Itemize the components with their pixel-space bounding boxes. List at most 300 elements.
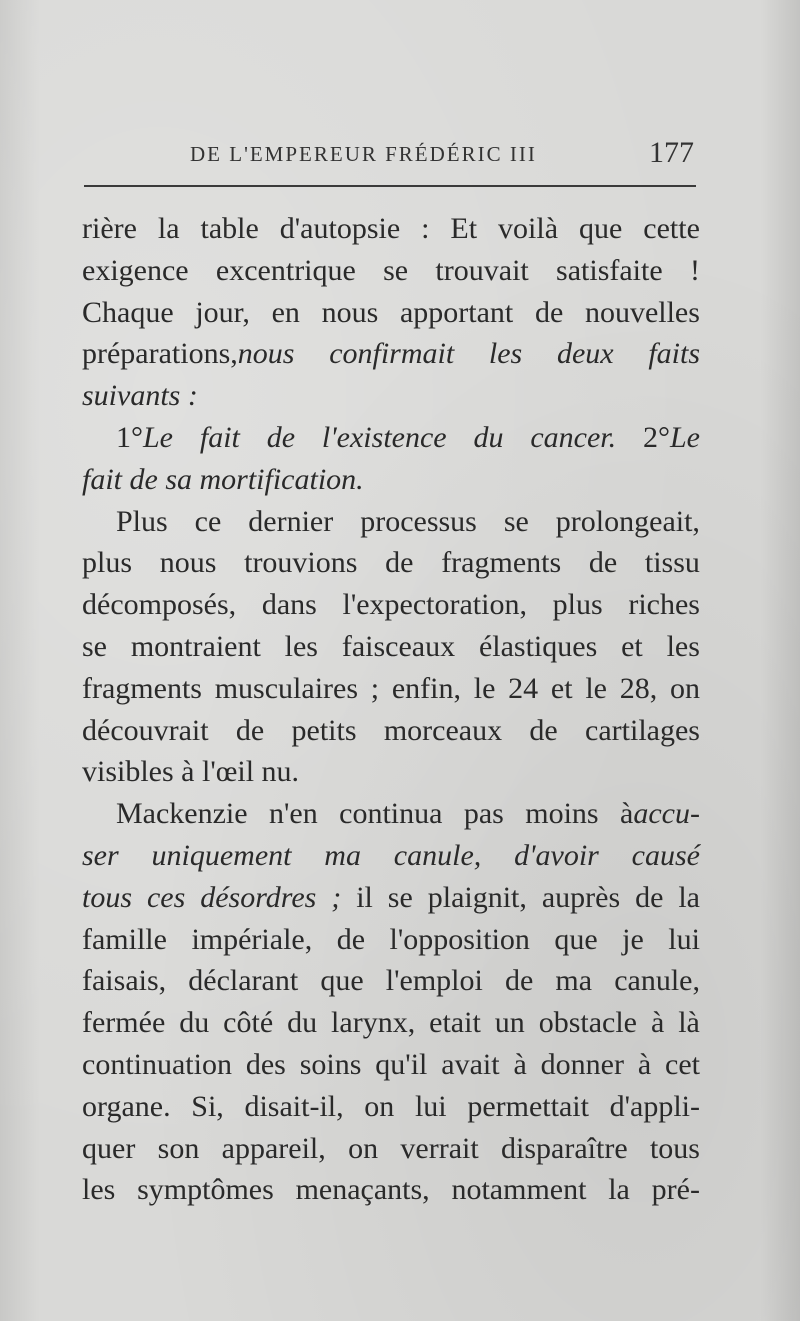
roman-run: fermée [82, 1006, 166, 1040]
word [589, 542, 617, 584]
italic-run: fait de sa mortification. [82, 462, 364, 496]
word [628, 584, 700, 626]
word [386, 960, 483, 1002]
text-line [82, 1128, 700, 1170]
roman-run: tissu [644, 546, 700, 580]
italic-run: ser [82, 838, 119, 872]
italic-run: suivants : [82, 379, 198, 413]
word [389, 919, 529, 961]
roman-run: cet [665, 1047, 700, 1081]
roman-run: Plus [116, 504, 168, 538]
roman-run: se [82, 629, 107, 663]
roman-run: faisais, [82, 964, 167, 998]
word [348, 1128, 378, 1170]
roman-run: quer [82, 1131, 136, 1165]
roman-run: disparaître [501, 1131, 628, 1165]
word [191, 919, 312, 961]
roman-run: cartilages [585, 713, 700, 747]
word [441, 542, 561, 584]
word [556, 501, 700, 543]
running-head [190, 136, 700, 176]
roman-run: on [364, 1089, 395, 1123]
word [160, 542, 217, 584]
roman-run: et [621, 629, 643, 663]
word [632, 835, 700, 877]
word [652, 1169, 700, 1211]
text-line [82, 542, 700, 584]
roman-run: se [387, 880, 413, 914]
roman-run: plus [82, 546, 133, 580]
word [82, 877, 132, 919]
roman-run: enfin, [391, 671, 461, 705]
word [339, 793, 442, 835]
word [400, 1128, 478, 1170]
word [322, 417, 447, 459]
roman-run: à [513, 1047, 527, 1081]
text-line [82, 1086, 700, 1128]
word [267, 417, 295, 459]
word [643, 417, 700, 459]
word [505, 960, 533, 1002]
roman-run: nouvelles [584, 295, 700, 329]
word [82, 960, 166, 1002]
word [670, 668, 700, 710]
roman-run: et [550, 671, 573, 705]
word [473, 417, 503, 459]
word [621, 626, 643, 668]
word [554, 919, 597, 961]
word [542, 877, 620, 919]
word [479, 626, 597, 668]
roman-run: de [385, 546, 414, 580]
word [272, 292, 300, 334]
word [82, 292, 174, 334]
text-line [82, 375, 700, 417]
roman-run: canule, [614, 964, 700, 998]
word [513, 1044, 526, 1086]
word [400, 292, 513, 334]
word [158, 1128, 200, 1170]
roman-run: continuation [82, 1047, 232, 1081]
italic-run: tous [82, 880, 133, 914]
word [388, 877, 413, 919]
text-line [82, 1002, 700, 1044]
word [508, 668, 538, 710]
roman-run: processus [360, 504, 477, 538]
roman-run: visibles à l'œil nu. [82, 755, 300, 789]
word [82, 1044, 232, 1086]
word [467, 1086, 589, 1128]
word [383, 250, 408, 292]
word [200, 877, 316, 919]
roman-run: en [271, 295, 300, 329]
roman-run: de [504, 964, 534, 998]
roman-run: nous [321, 295, 379, 329]
word [668, 919, 700, 961]
word [82, 626, 107, 668]
italic-run: ces [146, 880, 186, 914]
roman-run: de [588, 546, 618, 580]
word [82, 710, 209, 752]
roman-run: montraient [130, 629, 261, 663]
italic-run: accu- [633, 797, 700, 831]
text-line [82, 292, 700, 334]
text-line [82, 919, 700, 961]
roman-run: Si, [191, 1089, 224, 1123]
italic-run: l'existence [321, 420, 447, 454]
roman-run: du [179, 1006, 210, 1040]
roman-run: trouvait [435, 253, 529, 287]
roman-run: petits [291, 713, 357, 747]
roman-run: rière [82, 212, 137, 245]
word [514, 835, 599, 877]
roman-run: impériale, [191, 922, 313, 956]
roman-run: côté [223, 1006, 274, 1040]
roman-run: continua [339, 797, 443, 831]
roman-run: les [666, 629, 700, 663]
roman-run: ce [194, 504, 222, 538]
roman-run: on [348, 1131, 379, 1165]
word [147, 877, 185, 919]
word [585, 710, 700, 752]
word [665, 1044, 700, 1086]
roman-run: d'autopsie [279, 212, 401, 245]
text-line [82, 501, 700, 543]
roman-run: se [503, 504, 529, 538]
roman-run: Chaque [82, 295, 174, 329]
word [82, 1002, 165, 1044]
word [650, 1128, 700, 1170]
word [435, 250, 528, 292]
word [82, 584, 236, 626]
roman-run: cette [643, 212, 700, 245]
roman-run: élastiques [478, 629, 598, 663]
roman-run: pas [463, 797, 504, 831]
word [585, 292, 700, 334]
roman-run: je [622, 922, 644, 956]
word [191, 1086, 224, 1128]
roman-run: prolongeait, [555, 504, 700, 538]
roman-run: faisceaux [341, 629, 456, 663]
word [82, 208, 137, 250]
word [342, 626, 455, 668]
word [356, 877, 373, 919]
roman-run: n'en [269, 797, 318, 831]
roman-run: fragments [82, 671, 202, 705]
roman-run: voilà [498, 212, 559, 245]
italic-run: uniquement [151, 838, 292, 872]
word [300, 1044, 362, 1086]
word [248, 501, 333, 543]
word [535, 292, 563, 334]
roman-run: fragments [441, 546, 562, 580]
roman-run: excentrique [215, 253, 356, 287]
roman-run: lui [668, 922, 700, 956]
italic-run: du [473, 420, 504, 454]
word [331, 1002, 415, 1044]
text-line [82, 1044, 700, 1086]
roman-run: là [678, 1006, 700, 1040]
word [82, 668, 202, 710]
word [116, 793, 248, 835]
page-number: 177 [649, 136, 694, 169]
roman-run: des [245, 1047, 286, 1081]
word [638, 1044, 651, 1086]
roman-run: les [284, 629, 318, 663]
roman-run: 1° [116, 420, 143, 454]
roman-run: on [669, 671, 700, 705]
word [608, 1169, 630, 1211]
word [195, 501, 222, 543]
italic-run: les [488, 337, 523, 371]
roman-run: plaignit, [427, 880, 527, 914]
word [489, 333, 522, 375]
word [648, 333, 700, 375]
roman-run: : [421, 212, 430, 245]
italic-run: de [266, 420, 296, 454]
roman-run: jour, [195, 295, 250, 329]
text-line [82, 960, 700, 1002]
roman-run: morceaux [383, 713, 503, 747]
text-line [82, 208, 700, 250]
word [415, 1086, 447, 1128]
roman-run: notamment [451, 1173, 587, 1207]
word [200, 417, 240, 459]
roman-run: à [620, 797, 634, 831]
word [385, 542, 413, 584]
word [557, 333, 614, 375]
word [610, 1086, 700, 1128]
text-line [82, 710, 700, 752]
roman-run: satisfaite [556, 253, 663, 287]
word [551, 668, 573, 710]
roman-run: de [336, 922, 366, 956]
word [371, 668, 379, 710]
roman-run: qu'il [375, 1047, 428, 1081]
word [116, 501, 168, 543]
word [82, 919, 167, 961]
word [579, 208, 622, 250]
italic-run: ; [331, 880, 342, 914]
word [342, 584, 527, 626]
roman-run: déclarant [188, 964, 299, 998]
word [82, 1169, 115, 1211]
word [620, 668, 658, 710]
word [498, 208, 558, 250]
word [364, 1086, 394, 1128]
word [223, 1002, 273, 1044]
word [82, 1128, 135, 1170]
word [392, 668, 461, 710]
word [188, 960, 298, 1002]
roman-run: tous [649, 1131, 700, 1165]
word [324, 835, 361, 877]
roman-run: du [287, 1006, 318, 1040]
word [215, 668, 358, 710]
roman-run: auprès [541, 880, 621, 914]
roman-run: préparations, [82, 337, 238, 371]
word [428, 877, 527, 919]
roman-run: verrait [400, 1131, 479, 1165]
roman-run: Et [450, 212, 478, 245]
word [137, 1169, 274, 1211]
roman-run: disait-il, [244, 1089, 344, 1123]
roman-run: un [494, 1006, 525, 1040]
text-line [82, 835, 700, 877]
roman-run: pré- [651, 1173, 700, 1207]
roman-run: la [678, 880, 700, 914]
roman-run: table [200, 212, 259, 245]
word [464, 793, 504, 835]
word [690, 250, 700, 292]
text-line [82, 751, 700, 793]
roman-run: de [235, 713, 265, 747]
roman-run: larynx, [331, 1006, 416, 1040]
italic-run: canule, [393, 838, 482, 872]
roman-run: de [635, 880, 664, 914]
roman-run: ! [689, 253, 700, 287]
word [331, 877, 341, 919]
word [394, 835, 481, 877]
roman-run: la [157, 212, 180, 245]
roman-run: etait [429, 1006, 481, 1040]
word [244, 542, 357, 584]
word [450, 208, 477, 250]
word [152, 835, 292, 877]
roman-run: le [585, 671, 607, 705]
word [201, 208, 259, 250]
roman-run: dans [261, 588, 317, 622]
text-line [82, 668, 700, 710]
roman-run: trouvions [244, 546, 358, 580]
roman-run: soins [299, 1047, 362, 1081]
text-line [82, 1169, 700, 1211]
word [635, 877, 663, 919]
roman-run: musculaires [214, 671, 359, 705]
italic-run: nous [237, 337, 295, 371]
word [539, 1002, 637, 1044]
italic-run: causé [631, 838, 700, 872]
roman-run: nous [159, 546, 217, 580]
word [501, 1128, 628, 1170]
word [269, 793, 318, 835]
word [195, 292, 250, 334]
roman-run: 24 [508, 671, 539, 705]
word [678, 1002, 700, 1044]
roman-run: lui [414, 1089, 447, 1123]
word [158, 208, 180, 250]
word [421, 208, 429, 250]
roman-run: appareil, [221, 1131, 326, 1165]
italic-run: deux [556, 337, 614, 371]
roman-run: Mackenzie [116, 797, 248, 831]
word [131, 626, 261, 668]
text-line [82, 417, 700, 459]
word [280, 208, 400, 250]
roman-run: avait [441, 1047, 500, 1081]
word [620, 793, 700, 835]
italic-run: cancer. [530, 420, 617, 454]
word [116, 417, 173, 459]
word [82, 542, 132, 584]
roman-run: que [554, 922, 598, 956]
roman-run: menaçants, [295, 1173, 430, 1207]
word [292, 710, 357, 752]
roman-run: la [608, 1173, 630, 1207]
roman-run: que [320, 964, 364, 998]
roman-run: de [534, 295, 564, 329]
word [262, 584, 317, 626]
italic-run: d'avoir [514, 838, 599, 872]
word [222, 1128, 326, 1170]
roman-run: dernier [248, 504, 334, 538]
roman-run: moins [525, 797, 599, 831]
roman-run: son [157, 1131, 200, 1165]
word [216, 250, 356, 292]
roman-run: 2° [642, 420, 670, 454]
roman-run: se [383, 253, 409, 287]
italic-run: ma [324, 838, 361, 872]
word [337, 919, 365, 961]
word [179, 1002, 209, 1044]
roman-run: exigence [82, 253, 189, 287]
roman-run: d'appli- [609, 1089, 700, 1123]
italic-run: faits [648, 337, 700, 371]
body-text [82, 208, 700, 1211]
roman-run: l'opposition [389, 922, 530, 956]
roman-run: permettait [467, 1089, 589, 1123]
roman-run: à [650, 1006, 665, 1040]
word [244, 1086, 343, 1128]
word [384, 710, 502, 752]
word [555, 960, 592, 1002]
roman-run: il [356, 880, 373, 914]
roman-run: l'emploi [385, 964, 483, 998]
word [360, 501, 477, 543]
roman-run: donner [540, 1047, 624, 1081]
italic-run: Le [143, 420, 173, 454]
roman-run: l'expectoration, [342, 588, 527, 622]
text-line [82, 459, 700, 501]
italic-run: confirmait [329, 337, 455, 371]
word [585, 668, 607, 710]
word [614, 960, 700, 1002]
word [643, 208, 700, 250]
word [329, 333, 454, 375]
roman-run: 28, [619, 671, 658, 705]
roman-run: décomposés, [82, 588, 237, 622]
italic-run: fait [199, 420, 240, 454]
italic-run: désordres [200, 880, 317, 914]
word [645, 542, 700, 584]
roman-run: les [82, 1173, 116, 1207]
word [322, 292, 379, 334]
word [530, 417, 616, 459]
word [375, 1044, 427, 1086]
word [429, 1002, 481, 1044]
word [82, 1086, 171, 1128]
roman-run: symptômes [137, 1173, 274, 1207]
word [246, 1044, 286, 1086]
word [541, 1044, 624, 1086]
text-line [82, 877, 700, 919]
word [236, 710, 264, 752]
roman-run: famille [82, 922, 167, 956]
word [82, 835, 119, 877]
word [504, 501, 529, 543]
word [553, 584, 603, 626]
word [651, 1002, 664, 1044]
